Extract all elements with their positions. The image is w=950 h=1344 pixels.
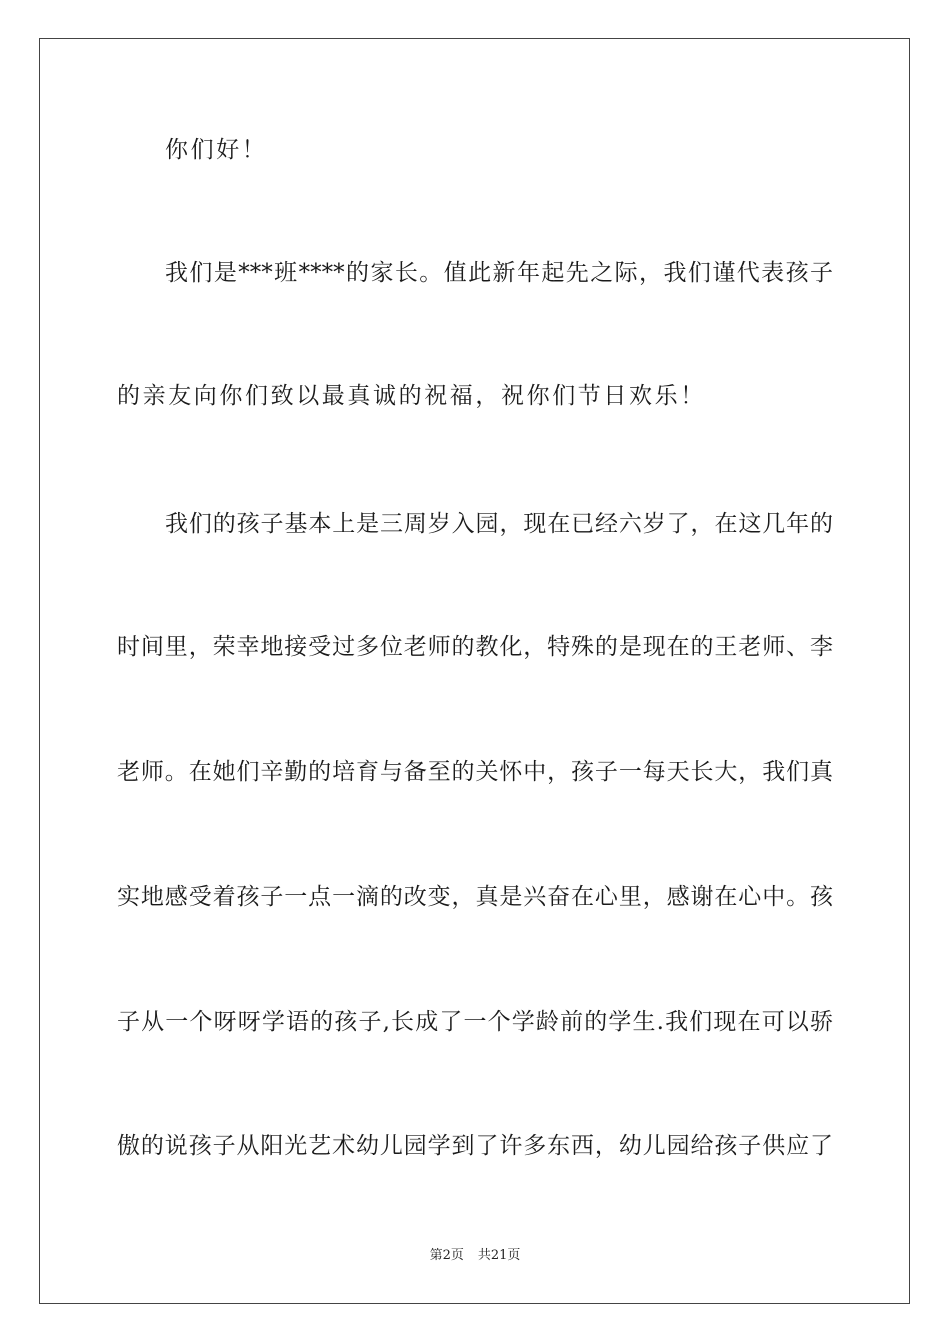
paragraph-line: 子从一个呀呀学语的孩子,长成了一个学龄前的学生.我们现在可以骄 (117, 1009, 833, 1035)
paragraph-line: 我们是***班****的家长。值此新年起先之际，我们谨代表孩子 (165, 260, 833, 286)
page-number: 第2页 (429, 1248, 464, 1263)
greeting-line: 你们好！ (165, 137, 268, 163)
paragraph-line: 老师。在她们辛勤的培育与备至的关怀中，孩子一每天长大，我们真 (117, 759, 833, 785)
paragraph-line: 我们的孩子基本上是三周岁入园，现在已经六岁了，在这几年的 (165, 511, 833, 537)
paragraph-line: 的亲友向你们致以最真诚的祝福，祝你们节日欢乐！ (117, 383, 706, 409)
page-frame (39, 38, 910, 1304)
paragraph-line: 傲的说孩子从阳光艺术幼儿园学到了许多东西，幼儿园给孩子供应了 (117, 1133, 833, 1159)
page-total: 共21页 (477, 1248, 521, 1263)
paragraph-line: 实地感受着孩子一点一滴的改变，真是兴奋在心里，感谢在心中。孩 (117, 884, 833, 910)
page-footer (0, 1247, 950, 1265)
paragraph-line: 时间里，荣幸地接受过多位老师的教化，特殊的是现在的王老师、李 (117, 634, 833, 660)
